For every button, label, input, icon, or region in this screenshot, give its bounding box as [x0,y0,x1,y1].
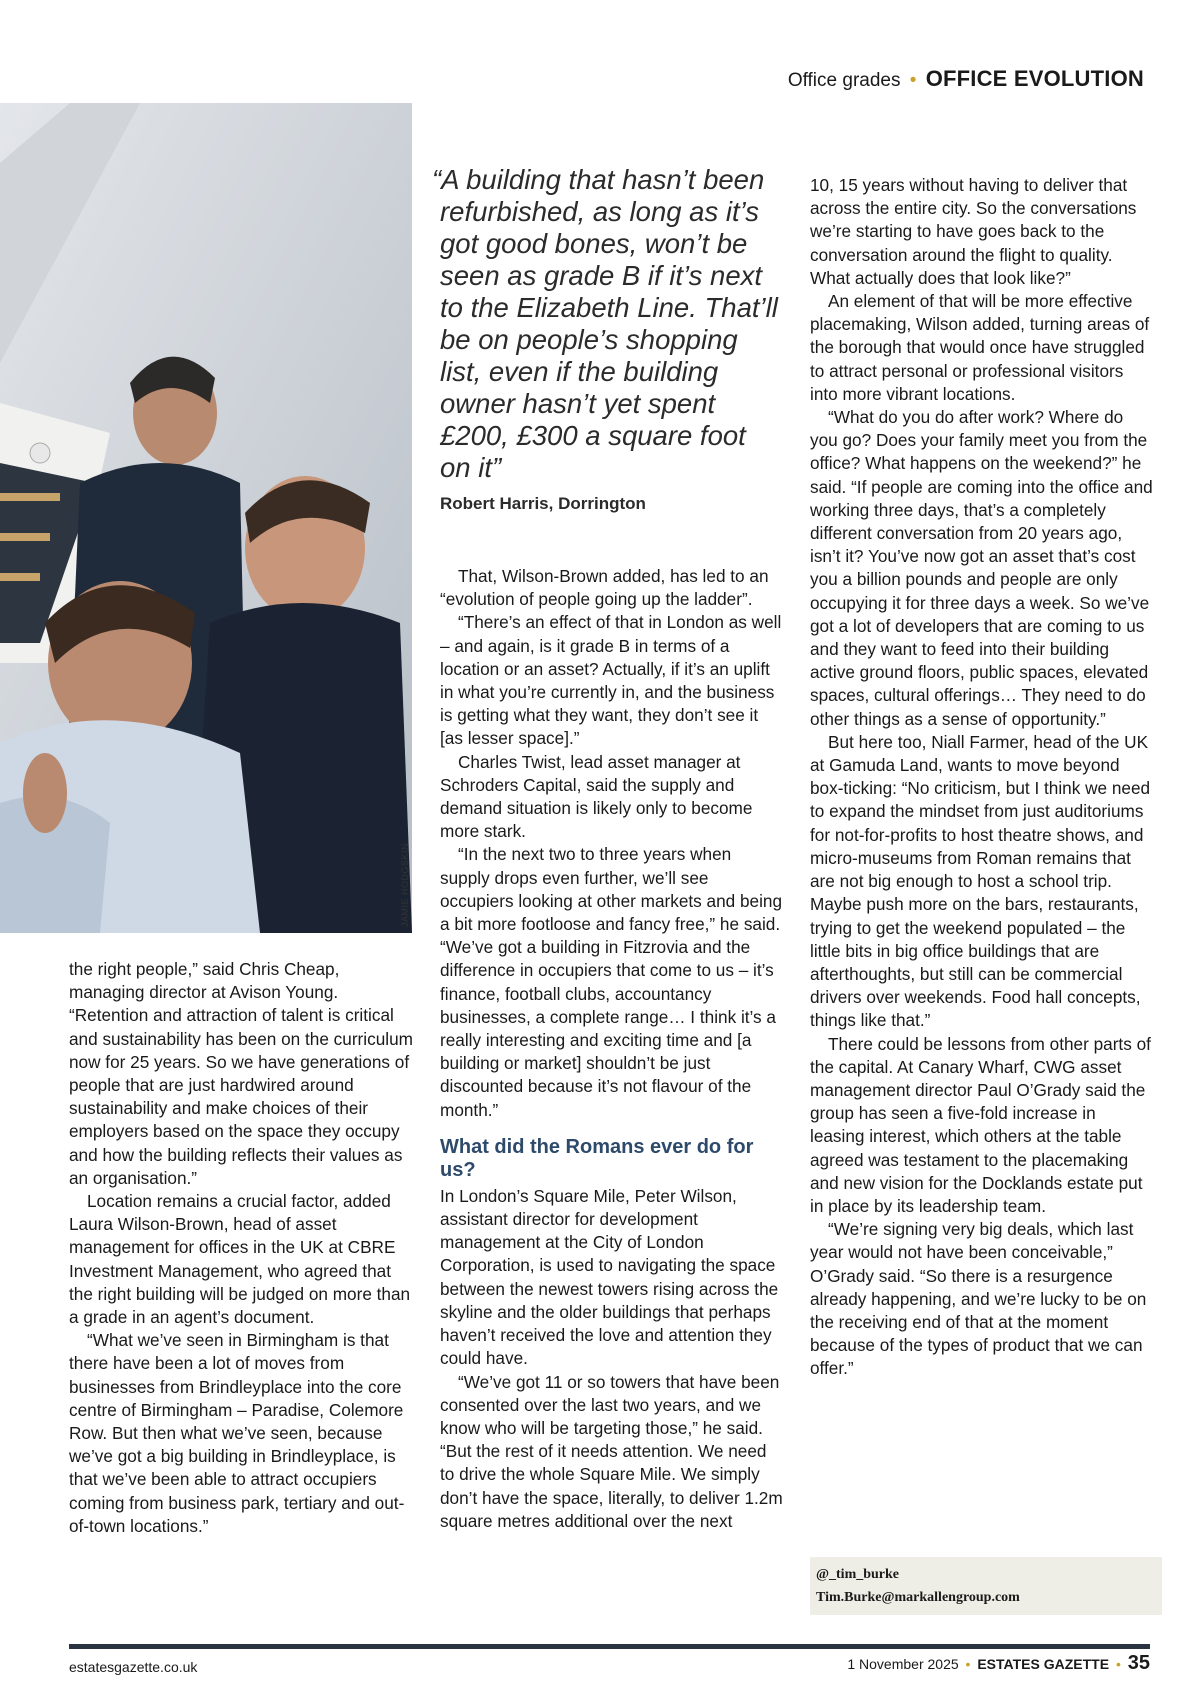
publication-name: ESTATES GAZETTE [977,1656,1110,1672]
header-separator: • [909,70,917,91]
paragraph: “In the next two to three years when supply drops even further, we’ll see occupiers looking at other markets and being a bit more footloose and fancy free,” he said. “We’ve got a building in Fitzrovia and the difference in occupiers that come to us – it’s finance, football clubs, accountancy businesses, a complete range… I think it’s a really interesting and exciting time and [a building or market] shouldn’t be just discounted because it’s not flavour of the month.” [440,844,783,1120]
paragraph: “What we’ve seen in Birmingham is that there have been a lot of moves from businesses from Brindleyplace into the core centre of Birmingham – Paradise, Colemore Row. But then what we’ve seen, because we’ve got a big building in Brindleyplace, is that we’ve been able to attract occupiers coming from business park, tertiary and out-of-town locations.” [69,1330,405,1536]
author-handle[interactable]: @_tim_burke [816,1567,900,1582]
photo-illustration [0,103,412,933]
paragraph: That, Wilson-Brown added, has led to an “evolution of people going up the ladder”. [440,566,769,610]
paragraph: In London’s Square Mile, Peter Wilson, assistant director for development management at the City of London Corporation, is used to navigating the space between the newest towers rising across the skyline and the older buildings that perhaps haven’t received the love and attention they could have. [440,1185,779,1369]
pull-quote [432,164,782,516]
author-email[interactable]: Tim.Burke@markallengroup.com [816,1590,1020,1605]
article-column-2 [440,565,784,1533]
section-title: OFFICE EVOLUTION [925,66,1144,91]
page-header [788,66,1144,92]
section-subhead: What did the Romans ever do for us? [440,1135,754,1181]
paragraph: There could be lessons from other parts of the capital. At Canary Wharf, CWG asset management director Paul O’Grady said the group has seen a five-fold increase in leasing interest, which others at the table agreed was testament to the placemaking and new vision for the Docklands estate put in place by its leadership team. [810,1033,1151,1216]
paragraph: “There’s an effect of that in London as well – and again, is it grade B in terms of a location or an asset? Actually, if it’s an uplift in what you’re currently in, and the business is getting what they want, they don’t see it [as lesser space].” [440,612,782,749]
feature-photo [0,103,412,933]
paragraph: “We’re signing very big deals, which last year would not have been conceivable,” O’Grady said. “So there is a resurgence already happening, and we’re lucky to be on the receiving end of that at the moment because of the types of product that we can offer.” [810,1219,1147,1379]
author-contact-box [810,1557,1162,1615]
pull-quote-attribution: Robert Harris, Dorrington [440,494,646,513]
section-label: Office grades [787,70,901,91]
page-footer [847,1652,1150,1675]
footer-separator: • [1115,1656,1121,1672]
article-column-3 [810,174,1154,1381]
pull-quote-text: “A building that hasn’t been refurbished, as long as it’s got good bones, won’t be seen as grade B if it’s next to the Elizabeth Line. That’ll be on people’s shopping list, even if the building owner hasn’t yet spent £200, £300 a square foot on it” [432,164,778,483]
paragraph: Charles Twist, lead asset manager at Schroders Capital, said the supply and demand situation is likely only to become more stark. [440,751,753,842]
paragraph: An element of that will be more effective placemaking, Wilson added, turning areas of the borough that would once have struggled to attract personal or professional visitors into more vibrant locations. [810,291,1150,404]
footer-website[interactable]: estatesgazette.co.uk [69,1659,198,1675]
footer-rule [69,1644,1150,1649]
footer-separator: • [965,1656,971,1672]
paragraph: Location remains a crucial factor, added Laura Wilson-Brown, head of asset management for offices in the UK at CBRE Investment Management, who agreed that the right building will be judged on more than a grade in an agent’s document. [69,1191,411,1328]
paragraph: “What do you do after work? Where do you go? Does your family meet you from the office? What happens on the weekend?” he said. “If people are coming into the office and working three days, that’s a completely different conversation from 20 years ago, isn’t it? You’ve now got an asset that’s cost you a billion pounds and people are only occupying it for three days a week. So we’ve got a lot of developers that are coming to us and they want to feed into their building active ground floors, public spaces, elevated spaces, cultural offerings… They need to do other things as a sense of opportunity.” [810,407,1153,729]
paragraph: 10, 15 years without having to deliver that across the entire city. So the conversations we’re starting to have goes back to the conversation around the flight to quality. What actually does that look like?” [810,175,1137,288]
article-column-1 [69,958,413,1538]
paragraph: the right people,” said Chris Cheap, managing director at Avison Young. “Retention and attraction of talent is critical and sustainability has been on the curriculum now for 25 years. So we have generations of people that are just hardwired around sustainability and make choices of their employers based on the space they occupy and how the building reflects their values as an organisation.” [69,959,413,1188]
photo-credit: JAMIE HODGSKIN [400,842,410,927]
paragraph: “We’ve got 11 or so towers that have been consented over the last two years, and we know who will be targeting those,” he said. “But the rest of it needs attention. We need to drive the whole Square Mile. We simply don’t have the space, literally, to deliver 1.2m square metres additional over the next [440,1371,783,1531]
page-number: 35 [1127,1652,1150,1674]
issue-date: 1 November 2025 [847,1656,959,1672]
paragraph: But here too, Niall Farmer, head of the UK at Gamuda Land, wants to move beyond box-ticking: “No criticism, but I think we need to expand the mindset from just auditoriums for not-for-profits to host theatre shows, and micro-museums from Roman remains that are not big enough to host a school trip. Maybe push more on the bars, restaurants, trying to get the weekend populated – the little bits in big office buildings that are afterthoughts, but still can be commercial drivers over weekends. Food hall concepts, things like that.” [810,731,1151,1031]
